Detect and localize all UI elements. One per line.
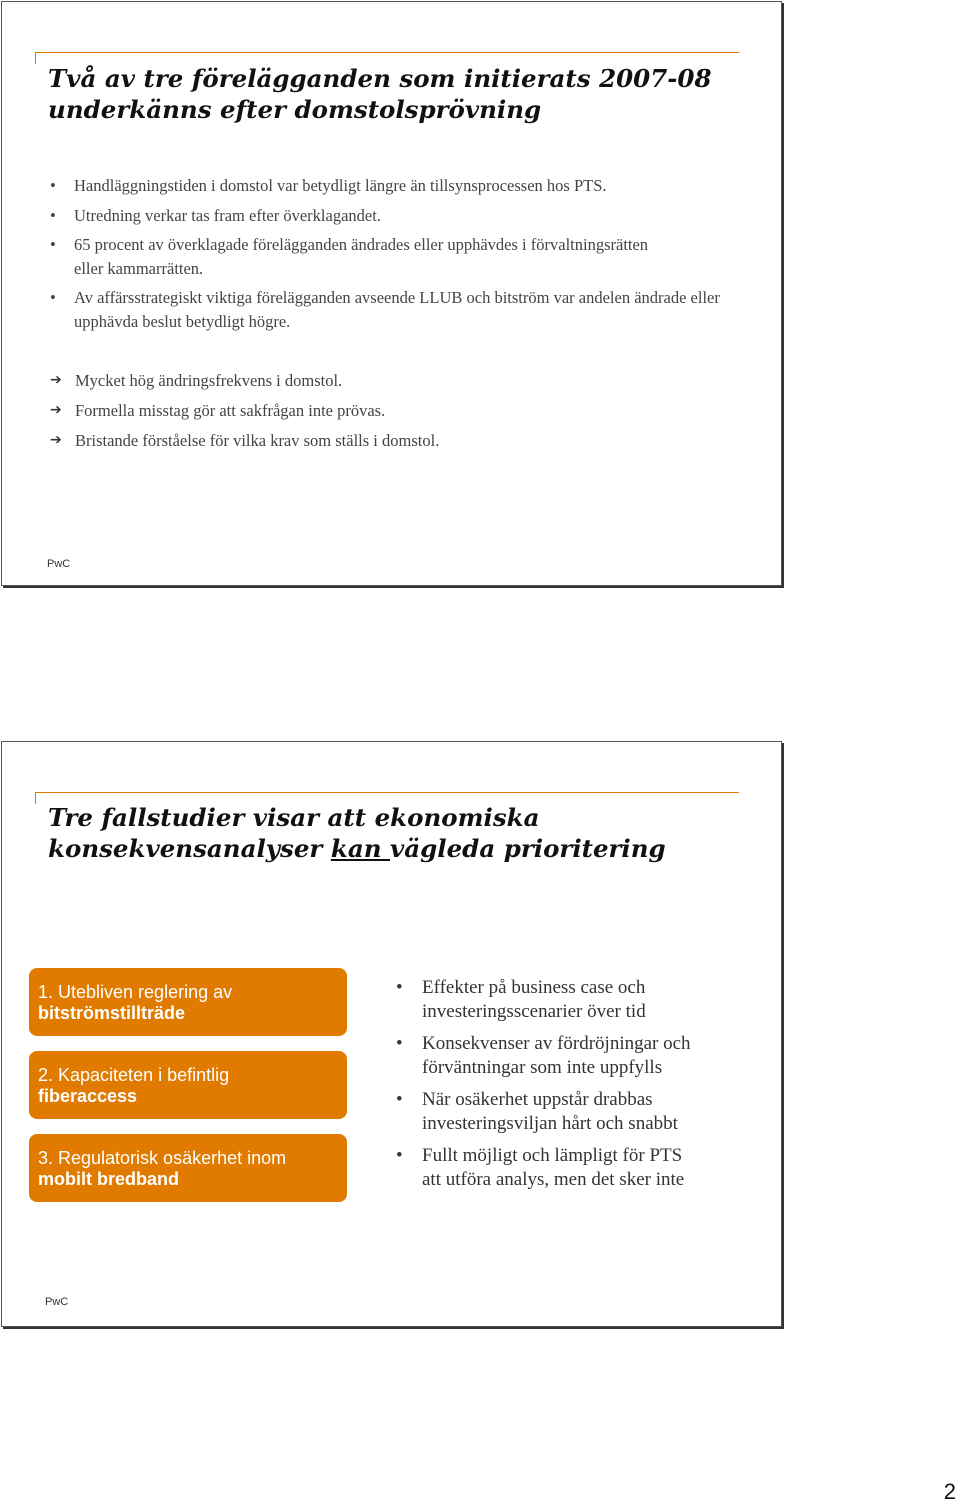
- slide-2-title: [48, 802, 666, 864]
- bullet-text: att utföra analys, men det sker inte: [422, 1168, 685, 1190]
- slide-1-bullet-list: [50, 174, 730, 339]
- title-underlined-text: kan: [330, 834, 391, 863]
- case-label: fiberaccess: [38, 1086, 138, 1106]
- arrow-right-icon: ➔: [50, 432, 62, 448]
- bullet-text: förväntningar som inte uppfylls: [422, 1056, 663, 1078]
- case-number-label: 1. Utebliven reglering av: [38, 982, 233, 1002]
- bullet-dot: •: [396, 1089, 403, 1110]
- bullet-dot: •: [396, 1033, 403, 1054]
- bullet-text: 65 procent av överklagade förelägganden ändrades eller upphävdes i förvaltningsrätten eller kammarrätten.: [74, 235, 649, 278]
- bullet-dot: •: [50, 205, 56, 225]
- bullet-dot: •: [50, 288, 56, 307]
- case-box-1: [29, 968, 347, 1036]
- bullet-text: Av affärsstrategiskt viktiga förelägganden avseende LLUB och bitström var andelen ändrade eller upphävda beslut betydligt högre.: [74, 288, 720, 331]
- conclusion-item: [50, 369, 730, 392]
- slide-1-conclusion-list: [50, 369, 730, 459]
- arrow-right-icon: ➔: [50, 402, 62, 418]
- bullet-text: Fullt möjligt och lämpligt för PTS: [422, 1145, 683, 1166]
- bullet-text: Handläggningstiden i domstol var betydligt längre än tillsynsprocessen hos PTS.: [74, 176, 607, 195]
- case-label: mobilt bredband: [38, 1169, 179, 1189]
- slide-2-bullet-list: [396, 976, 756, 1200]
- title-text: konsekvensanalyser: [48, 834, 331, 863]
- conclusion-item: [50, 429, 730, 452]
- conclusion-text: Formella misstag gör att sakfrågan inte prövas.: [75, 401, 386, 420]
- bullet-dot: •: [50, 176, 56, 195]
- conclusion-item: [50, 399, 730, 422]
- bullet-text: Konsekvenser av fördröjningar och: [422, 1033, 691, 1054]
- bullet-dot: •: [50, 235, 56, 254]
- slide-1-title: [48, 63, 712, 125]
- bullet-item: [50, 204, 730, 228]
- arrow-right-icon: ➔: [50, 372, 62, 388]
- accent-rule: [35, 792, 739, 793]
- bullet-text: investeringsviljan hårt och snabbt: [422, 1112, 678, 1134]
- case-box-2: [29, 1051, 347, 1119]
- bullet-item: [396, 1088, 756, 1135]
- conclusion-text: Bristande förståelse för vilka krav som ställs i domstol.: [75, 431, 440, 450]
- accent-rule-corner: [35, 792, 36, 804]
- bullet-item: [396, 976, 756, 1023]
- bullet-item: [50, 174, 730, 198]
- case-box-3: [29, 1134, 347, 1202]
- bullet-dot: •: [396, 977, 403, 998]
- case-label: bitströmstillträde: [38, 1003, 186, 1023]
- page-number: 2: [943, 1479, 956, 1504]
- bullet-item: [50, 286, 724, 333]
- bullet-dot: •: [396, 1145, 403, 1166]
- title-text: vägleda prioritering: [390, 834, 666, 863]
- slide-footer: PwC: [47, 558, 71, 570]
- slide-1: [1, 1, 782, 586]
- slide-footer: PwC: [45, 1296, 69, 1308]
- accent-rule-corner: [35, 52, 36, 64]
- title-line: Två av tre förelägganden som initierats 2007-08: [48, 64, 712, 93]
- title-line: [48, 833, 666, 864]
- bullet-text: Effekter på business case och: [422, 977, 646, 998]
- case-number-label: 2. Kapaciteten i befintlig: [38, 1065, 230, 1085]
- bullet-item: [396, 1144, 756, 1191]
- bullet-item: [396, 1032, 756, 1079]
- accent-rule: [35, 52, 739, 53]
- bullet-text: När osäkerhet uppstår drabbas: [422, 1089, 653, 1110]
- conclusion-text: Mycket hög ändringsfrekvens i domstol.: [75, 371, 343, 390]
- title-line: Tre fallstudier visar att ekonomiska: [48, 803, 540, 832]
- bullet-text: Utredning verkar tas fram efter överklagandet.: [74, 205, 381, 225]
- title-line: underkänns efter domstolsprövning: [48, 95, 542, 124]
- bullet-item: [50, 233, 664, 280]
- case-number-label: 3. Regulatorisk osäkerhet inom: [38, 1148, 287, 1168]
- bullet-text: investeringsscenarier över tid: [422, 1000, 646, 1022]
